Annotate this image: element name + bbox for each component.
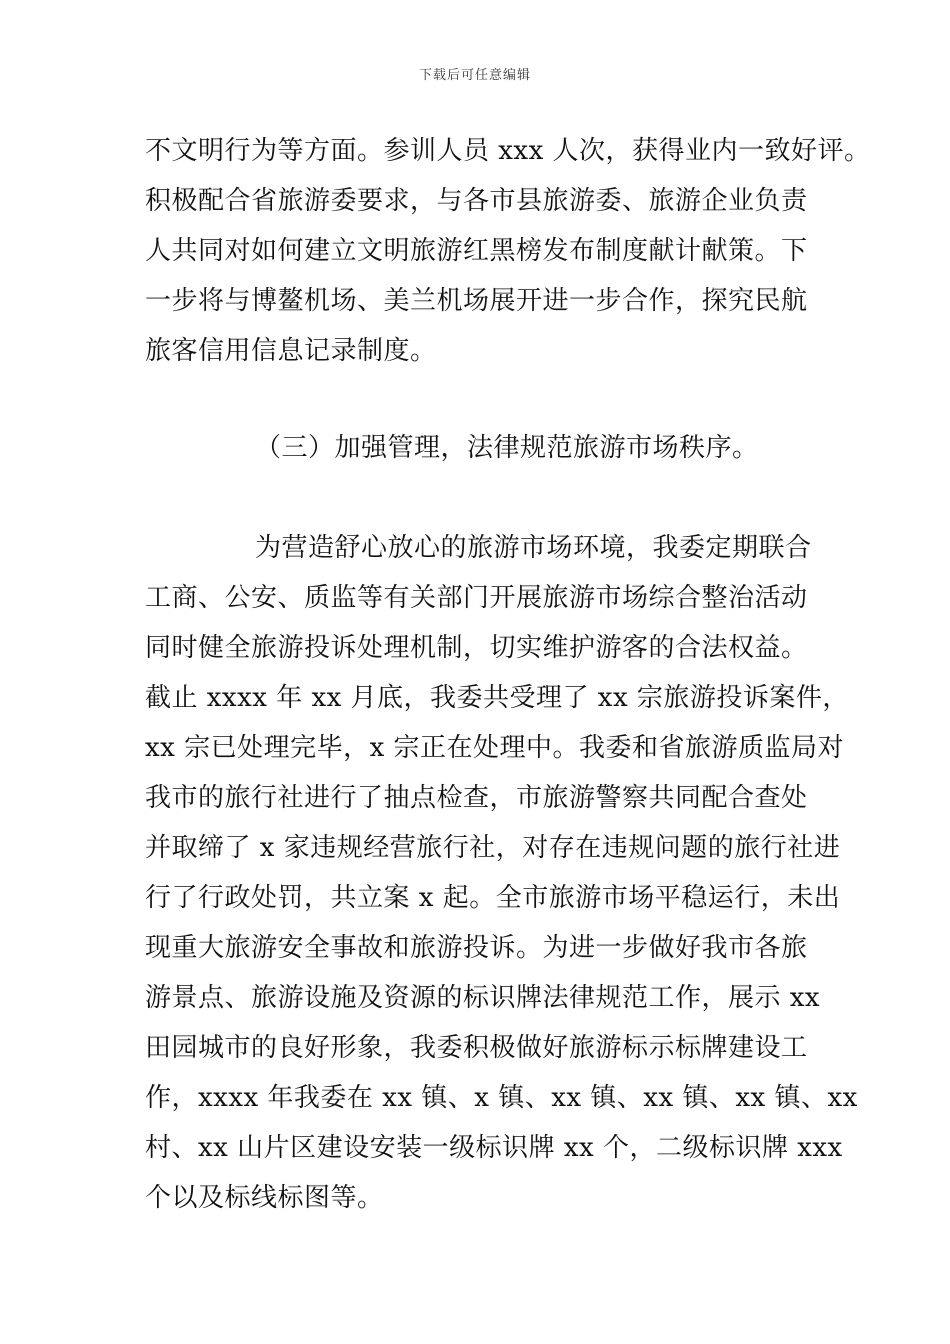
paragraph-line: 截止 xxxx 年 xx 月底，我委共受理了 xx 宗旅游投诉案件， bbox=[145, 683, 849, 713]
paragraph-line: 村、xx 山片区建设安装一级标识牌 xx 个，二级标识牌 xxx bbox=[145, 1133, 843, 1163]
paragraph-line: 旅客信用信息记录制度。 bbox=[145, 336, 437, 366]
paragraph-line: 人共同对如何建立文明旅游红黑榜发布制度献计献策。下 bbox=[145, 236, 808, 266]
paragraph-line: xx 宗已处理完毕，x 宗正在处理中。我委和省旅游质监局对 bbox=[145, 733, 845, 763]
paragraph-line: 个以及标线标图等。 bbox=[145, 1183, 384, 1213]
page-header: 下载后可任意编辑 bbox=[418, 68, 531, 83]
paragraph-line: 工商、公安、质监等有关部门开展旅游市场综合整治活动 bbox=[145, 583, 808, 613]
paragraph-line: 游景点、旅游设施及资源的标识牌法律规范工作，展示 xx bbox=[145, 983, 821, 1013]
paragraph-line: 一步将与博鳌机场、美兰机场展开进一步合作，探究民航 bbox=[145, 286, 808, 316]
paragraph-line: 田园城市的良好形象，我委积极做好旅游标示标牌建设工 bbox=[145, 1033, 808, 1063]
paragraph-line: 我市的旅行社进行了抽点检查，市旅游警察共同配合查处 bbox=[145, 783, 808, 813]
paragraph-line: 同时健全旅游投诉处理机制，切实维护游客的合法权益。 bbox=[145, 633, 808, 663]
paragraph-line: 行了行政处罚，共立案 x 起。全市旅游市场平稳运行，未出 bbox=[145, 883, 841, 913]
paragraph-line: 不文明行为等方面。参训人员 xxx 人次，获得业内一致好评。 bbox=[145, 136, 871, 166]
section-heading: （三）加强管理，法律规范旅游市场秩序。 bbox=[255, 433, 759, 463]
paragraph-line: 为营造舒心放心的旅游市场环境，我委定期联合 bbox=[255, 533, 812, 563]
paragraph-line: 作，xxxx 年我委在 xx 镇、x 镇、xx 镇、xx 镇、xx 镇、xx bbox=[145, 1083, 858, 1113]
paragraph-line: 积极配合省旅游委要求，与各市县旅游委、旅游企业负责 bbox=[145, 186, 808, 216]
paragraph-line: 并取缔了 x 家违规经营旅行社，对存在违规问题的旅行社进 bbox=[145, 833, 841, 863]
paragraph-line: 现重大旅游安全事故和旅游投诉。为进一步做好我市各旅 bbox=[145, 933, 808, 963]
